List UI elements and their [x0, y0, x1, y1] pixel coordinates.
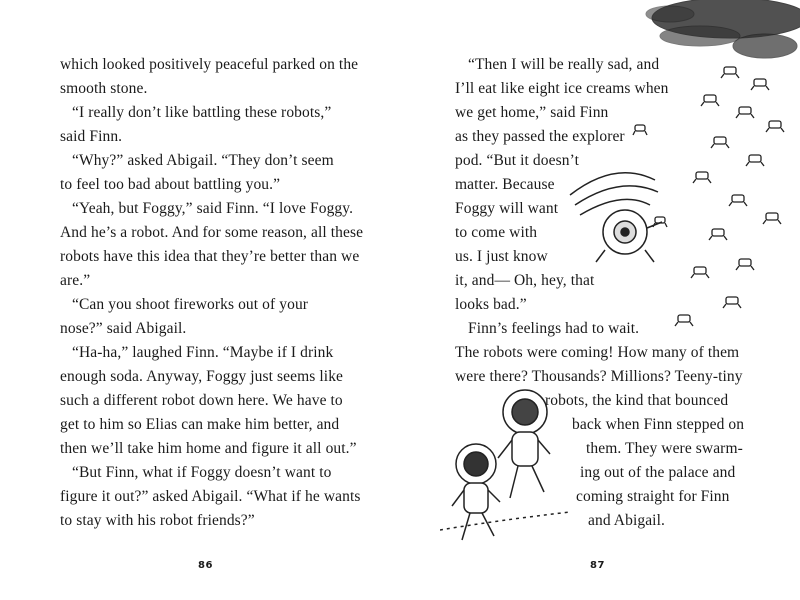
text-line: “Ha-ha,” laughed Finn. “Maybe if I drink [72, 344, 334, 361]
text-line: matter. Because [455, 176, 555, 193]
text-line: were there? Thousands? Millions? Teeny-tiny [455, 368, 743, 385]
text-line: The robots were coming! How many of them [455, 344, 740, 361]
text-line: then we’ll take him home and figure it all out.” [60, 440, 357, 457]
text-line: and Abigail. [588, 512, 665, 529]
text-line: “Can you shoot fireworks out of your [72, 296, 309, 313]
text-line: nose?” said Abigail. [60, 320, 187, 337]
text-line: which looked positively peaceful parked on the [60, 56, 359, 73]
text-line: coming straight for Finn [576, 488, 730, 505]
text-line: it, and— Oh, hey, that [455, 272, 595, 289]
text-line: robots have this idea that they’re better than we [60, 248, 360, 265]
finn-figure [498, 390, 550, 498]
text-line: “Then I will be really sad, and [468, 56, 660, 73]
text-line: I’ll eat like eight ice creams when [455, 80, 669, 97]
text-line: pod. “But it doesn’t [455, 152, 579, 169]
text-line: smooth stone. [60, 80, 148, 97]
text-line: “But Finn, what if Foggy doesn’t want to [72, 464, 332, 481]
page-number: 86 [198, 560, 213, 571]
text-line: to come with [455, 224, 538, 241]
text-line: robots, the kind that bounced [545, 392, 729, 409]
text-line: them. They were swarm- [586, 440, 743, 457]
text-line: Foggy will want [455, 200, 559, 217]
text-line: Finn’s feelings had to wait. [468, 320, 640, 337]
text-line: to stay with his robot friends?” [60, 512, 255, 529]
flying-robot [570, 173, 662, 262]
text-line: to feel too bad about battling you.” [60, 176, 281, 193]
text-line: back when Finn stepped on [572, 416, 745, 433]
text-line: looks bad.” [455, 296, 527, 313]
text-line: And he’s a robot. And for some reason, all these [60, 224, 364, 241]
tiny-robots [633, 67, 784, 326]
text-line: “I really don’t like battling these robots,” [72, 104, 332, 121]
swarm-cloud [646, 0, 800, 58]
text-line: get to him so Elias can make him better, and [60, 416, 340, 433]
text-line: “Why?” asked Abigail. “They don’t seem [72, 152, 334, 169]
text-line: figure it out?” asked Abigail. “What if he wants [60, 488, 361, 505]
text-line: us. I just know [455, 248, 548, 265]
text-line: “Yeah, but Foggy,” said Finn. “I love Foggy. [72, 200, 354, 217]
text-line: as they passed the explorer [455, 128, 625, 145]
text-line: said Finn. [60, 128, 123, 145]
text-line: such a different robot down here. We have to [60, 392, 343, 409]
text-line: we get home,” said Finn [455, 104, 609, 121]
text-line: are.” [60, 272, 91, 289]
text-line: ing out of the palace and [580, 464, 736, 481]
text-line: enough soda. Anyway, Foggy just seems like [60, 368, 344, 385]
right-page [400, 0, 800, 600]
page-number: 87 [590, 560, 605, 571]
abigail-figure [452, 444, 500, 540]
